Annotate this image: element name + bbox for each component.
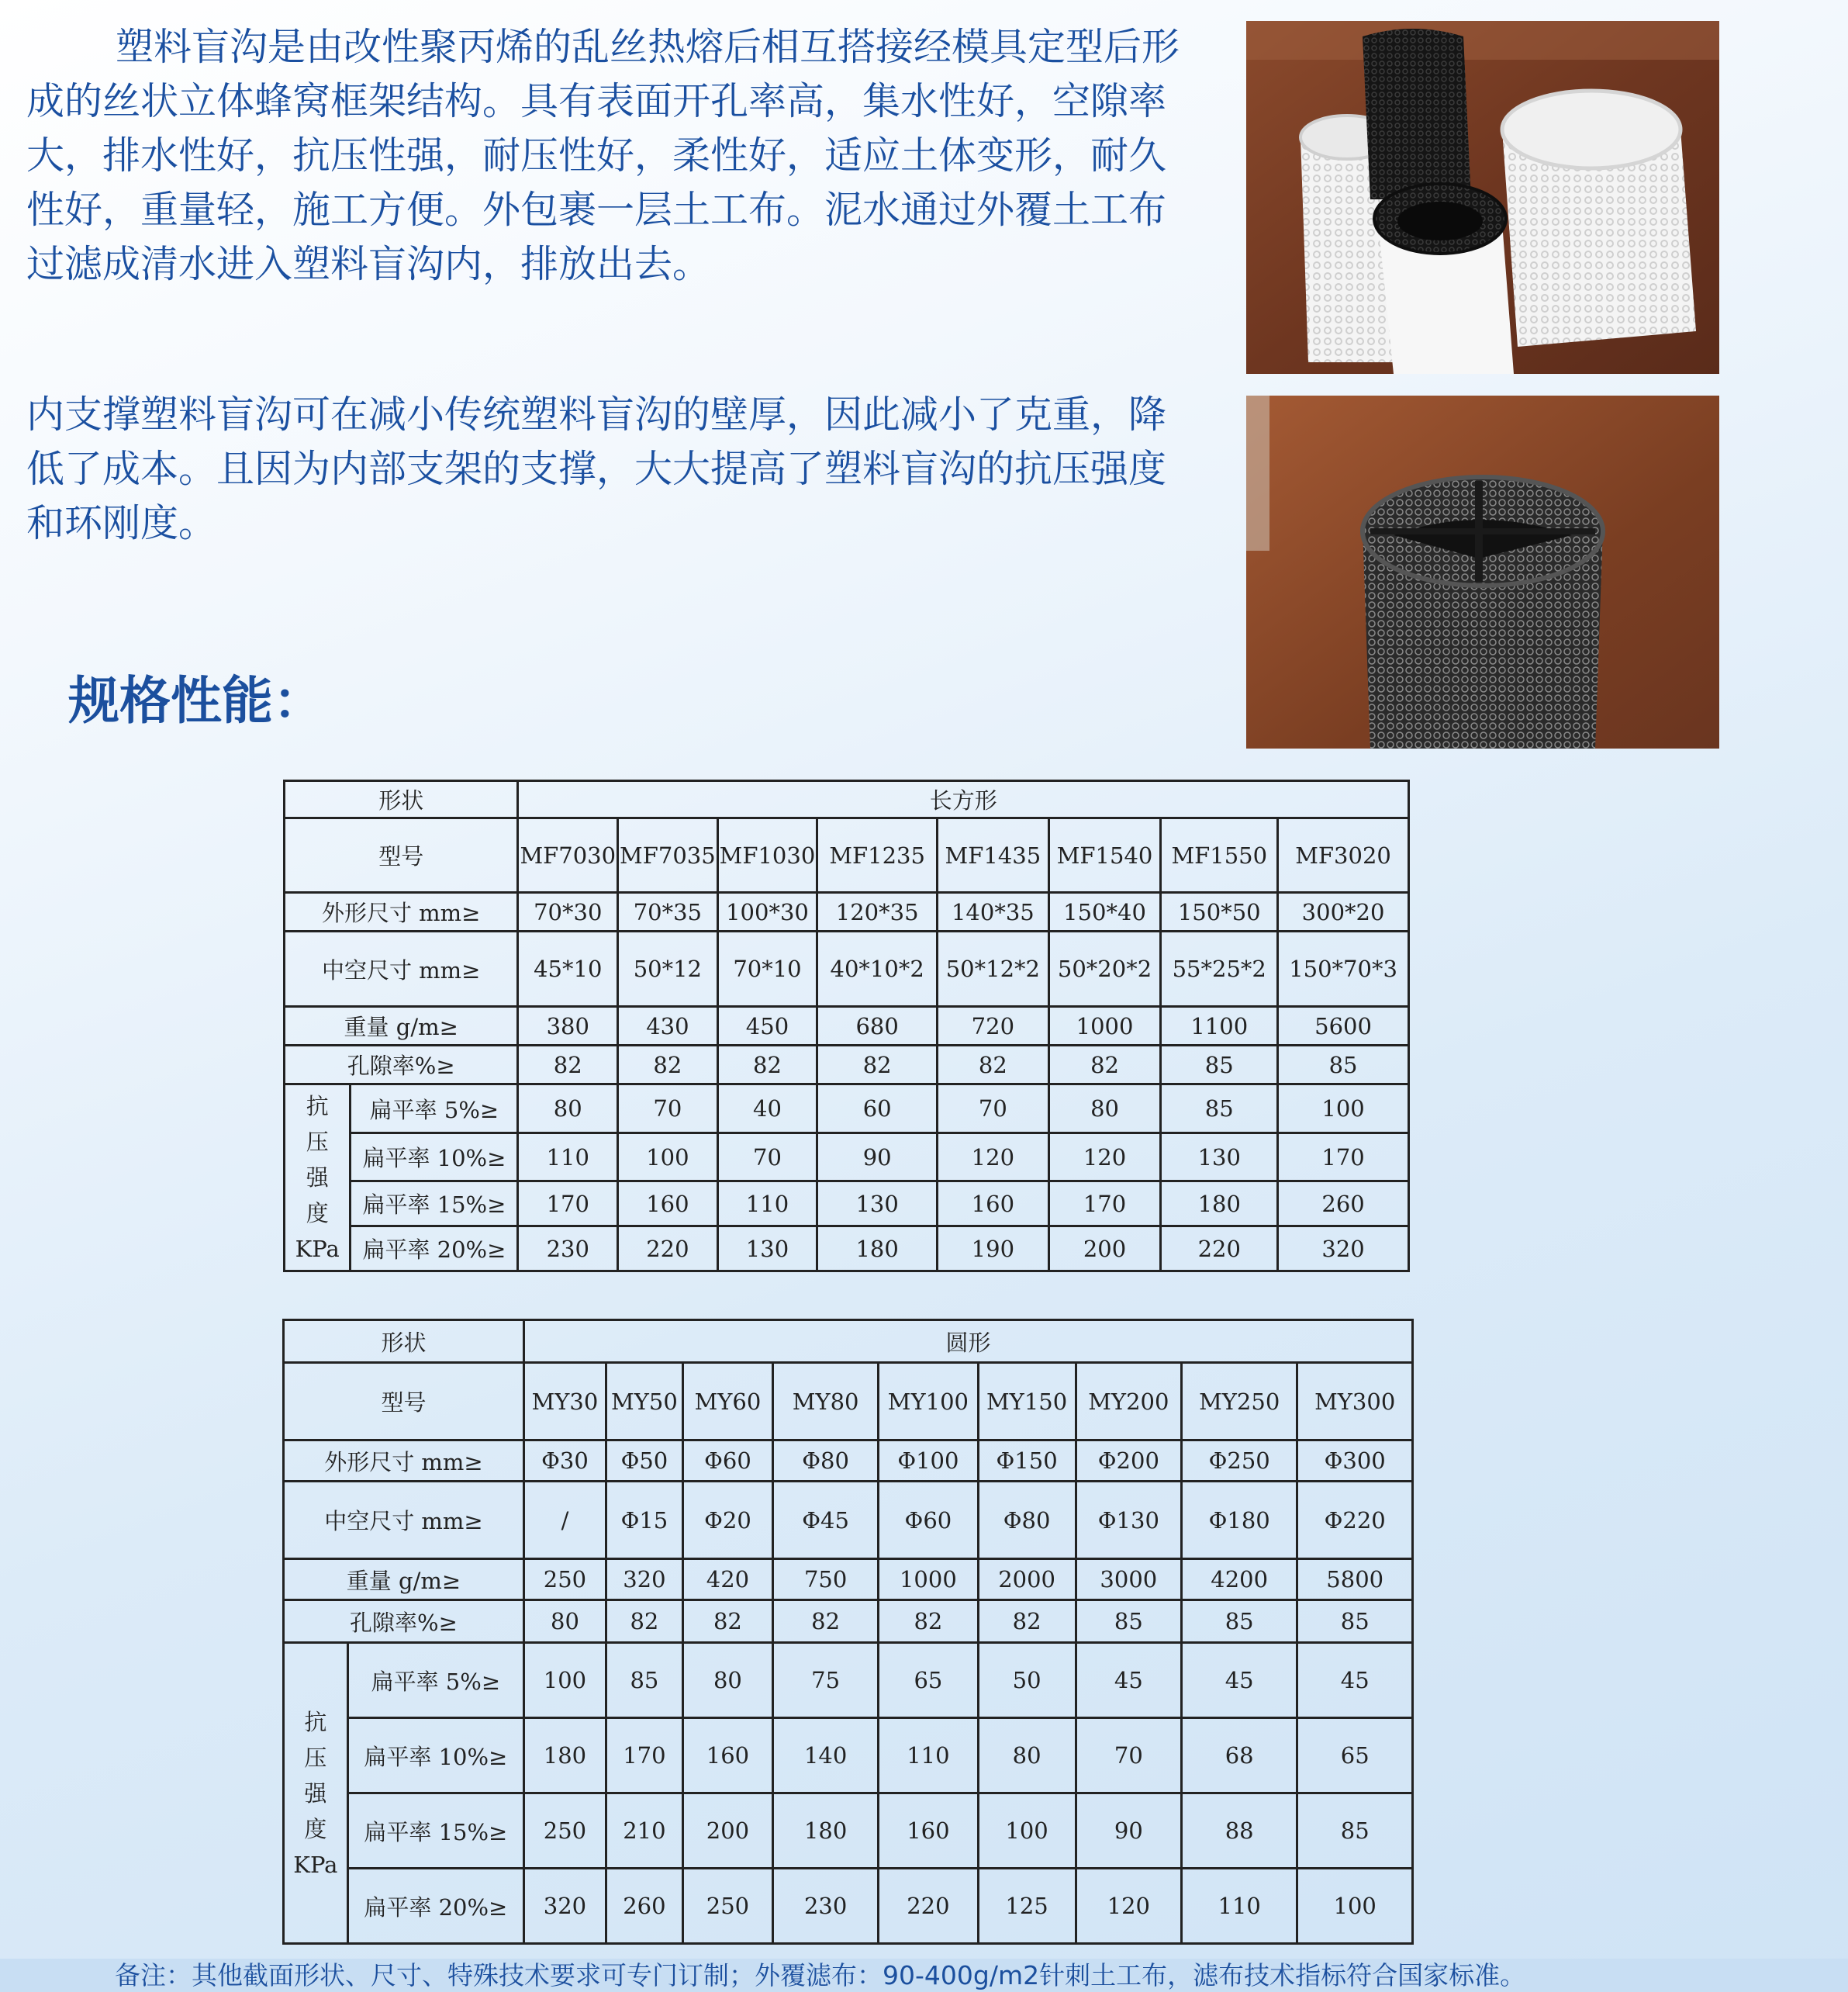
row-label: 型号 — [284, 1363, 524, 1440]
table-cell: 220 — [879, 1869, 978, 1944]
table-cell: Φ30 — [523, 1440, 606, 1482]
strength-label-char: KPa — [293, 1851, 338, 1878]
row-label: 型号 — [285, 818, 518, 893]
table-cell: MY150 — [978, 1363, 1076, 1440]
table-cell: 320 — [523, 1869, 606, 1944]
table-cell: Φ200 — [1076, 1440, 1181, 1482]
table-cell: 70 — [1076, 1718, 1181, 1793]
table-cell: 320 — [606, 1559, 682, 1600]
table-cell: Φ60 — [682, 1440, 772, 1482]
table-cell: 120 — [938, 1133, 1049, 1181]
table-cell: 190 — [938, 1226, 1049, 1271]
table-cell: Φ20 — [682, 1482, 772, 1559]
row-label: 形状 — [284, 1320, 524, 1363]
note-bar — [0, 1959, 1848, 1992]
table-cell: 68 — [1181, 1718, 1297, 1793]
table-cell: 200 — [1048, 1226, 1161, 1271]
table-cell: 120*35 — [817, 893, 938, 932]
table-cell: 180 — [772, 1793, 878, 1869]
row-label: 中空尺寸 mm≥ — [285, 932, 518, 1007]
table-cell: MY60 — [682, 1363, 772, 1440]
table-cell: 70*35 — [618, 893, 718, 932]
table-cell: 110 — [518, 1133, 618, 1181]
strength-label-char: 抗 — [304, 1708, 327, 1735]
strength-label-char: KPa — [295, 1236, 340, 1262]
table-cell: 130 — [1161, 1133, 1278, 1181]
table-cell: MY30 — [523, 1363, 606, 1440]
table-cell: MY80 — [772, 1363, 878, 1440]
table-cell: 40 — [717, 1084, 817, 1133]
strength-row-label: 扁平率 15%≥ — [351, 1181, 518, 1226]
table-cell: 60 — [817, 1084, 938, 1133]
strength-row-label: 扁平率 20%≥ — [347, 1869, 523, 1944]
table-cell: MF3020 — [1278, 818, 1409, 893]
table-cell: 100 — [1297, 1869, 1413, 1944]
table-cell: 380 — [518, 1007, 618, 1046]
table-cell: 160 — [938, 1181, 1049, 1226]
strength-row — [284, 1869, 1413, 1944]
section-title: 规格性能： — [68, 671, 324, 731]
table-cell: 430 — [618, 1007, 718, 1046]
table-cell: 80 — [518, 1084, 618, 1133]
hollow-size-row — [284, 1482, 1413, 1559]
table-cell: Φ300 — [1297, 1440, 1413, 1482]
table-cell: 250 — [682, 1869, 772, 1944]
table-cell: 1000 — [879, 1559, 978, 1600]
strength-row-label: 扁平率 5%≥ — [347, 1643, 523, 1718]
table-cell: Φ250 — [1181, 1440, 1297, 1482]
table-cell: 680 — [817, 1007, 938, 1046]
shape-row — [285, 781, 1409, 818]
strength-row — [284, 1643, 1413, 1718]
shape-value: 长方形 — [518, 781, 1409, 818]
strength-group-label — [284, 1643, 348, 1944]
round-spec-table — [282, 1319, 1414, 1945]
strength-row-label: 扁平率 15%≥ — [347, 1793, 523, 1869]
porosity-row — [284, 1600, 1413, 1643]
strength-label-char: 度 — [306, 1200, 329, 1226]
strength-row-label: 扁平率 20%≥ — [351, 1226, 518, 1271]
table-cell: 82 — [817, 1046, 938, 1084]
table-cell: 70 — [717, 1133, 817, 1181]
table-cell: 300*20 — [1278, 893, 1409, 932]
table-cell: 50 — [978, 1643, 1076, 1718]
row-label: 重量 g/m≥ — [284, 1559, 524, 1600]
table-cell: 82 — [772, 1600, 878, 1643]
table-cell: 150*50 — [1161, 893, 1278, 932]
table-cell: 140 — [772, 1718, 878, 1793]
table-cell: 160 — [682, 1718, 772, 1793]
rect-spec-table — [283, 780, 1410, 1272]
table-cell: 720 — [938, 1007, 1049, 1046]
table-cell: 5800 — [1297, 1559, 1413, 1600]
table-cell: MF1030 — [717, 818, 817, 893]
table-cell: 125 — [978, 1869, 1076, 1944]
table-cell: Φ100 — [879, 1440, 978, 1482]
table-cell: 4200 — [1181, 1559, 1297, 1600]
table-cell: 100*30 — [717, 893, 817, 932]
strength-row — [285, 1226, 1409, 1271]
table-cell: 180 — [817, 1226, 938, 1271]
table-cell: 2000 — [978, 1559, 1076, 1600]
table-cell: 45 — [1076, 1643, 1181, 1718]
strength-label-char: 抗 — [306, 1093, 329, 1119]
table-cell: 82 — [518, 1046, 618, 1084]
strength-row-label: 扁平率 5%≥ — [351, 1084, 518, 1133]
table-cell: Φ45 — [772, 1482, 878, 1559]
intro-paragraph-2: 内支撑塑料盲沟可在减小传统塑料盲沟的壁厚，因此减小了克重，降低了成本。且因为内部支架的支撑，大大提高了塑料盲沟的抗压强度和环刚度。 — [26, 393, 1167, 545]
table-cell: 85 — [1181, 1600, 1297, 1643]
table-cell: 260 — [606, 1869, 682, 1944]
table-cell: 420 — [682, 1559, 772, 1600]
table-cell: 140*35 — [938, 893, 1049, 932]
table-cell: 82 — [618, 1046, 718, 1084]
table-cell: 75 — [772, 1643, 878, 1718]
table-cell: 170 — [606, 1718, 682, 1793]
table-cell: 230 — [518, 1226, 618, 1271]
table-cell: MF7035 — [618, 818, 718, 893]
strength-row-label: 扁平率 10%≥ — [351, 1133, 518, 1181]
strength-label-char: 压 — [306, 1129, 329, 1155]
table-cell: 100 — [618, 1133, 718, 1181]
shape-value: 圆形 — [523, 1320, 1412, 1363]
strength-label-char: 强 — [304, 1779, 327, 1807]
table-cell: 85 — [1161, 1084, 1278, 1133]
table-cell: 85 — [1076, 1600, 1181, 1643]
table-cell: 750 — [772, 1559, 878, 1600]
table-cell: 100 — [523, 1643, 606, 1718]
strength-row — [284, 1718, 1413, 1793]
strength-row — [285, 1084, 1409, 1133]
strength-row — [284, 1793, 1413, 1869]
intro-paragraph-1: 塑料盲沟是由改性聚丙烯的乱丝热熔后相互搭接经模具定型后形成的丝状立体蜂窝框架结构。具有表面开孔率高，集水性好，空隙率大，排水性好，抗压性强，耐压性好，柔性好，适应土体变形，耐久性好，重量轻，施工方便。外包裹一层土工布。泥水通过外覆土工布过滤成清水进入塑料盲沟内，排放出去。 — [26, 25, 1180, 286]
product-photo-samples — [1246, 21, 1719, 374]
shape-row — [284, 1320, 1413, 1363]
row-label: 形状 — [285, 781, 518, 818]
table-cell: 110 — [1181, 1869, 1297, 1944]
weight-row — [284, 1559, 1413, 1600]
table-cell: 50*12*2 — [938, 932, 1049, 1007]
table-cell: 150*70*3 — [1278, 932, 1409, 1007]
table-cell: 100 — [978, 1793, 1076, 1869]
row-label: 外形尺寸 mm≥ — [284, 1440, 524, 1482]
table-cell: 45 — [1297, 1643, 1413, 1718]
table-cell: 80 — [1048, 1084, 1161, 1133]
table-cell: 260 — [1278, 1181, 1409, 1226]
table-cell: 65 — [1297, 1718, 1413, 1793]
hollow-size-row — [285, 932, 1409, 1007]
table-cell: 82 — [717, 1046, 817, 1084]
table-cell: MF1550 — [1161, 818, 1278, 893]
table-cell: 55*25*2 — [1161, 932, 1278, 1007]
table-cell: 170 — [1278, 1133, 1409, 1181]
table-cell: 160 — [879, 1793, 978, 1869]
table-cell: MF1540 — [1048, 818, 1161, 893]
table-cell: 90 — [817, 1133, 938, 1181]
table-cell: MY50 — [606, 1363, 682, 1440]
table-cell: MF1235 — [817, 818, 938, 893]
table-cell: MF1435 — [938, 818, 1049, 893]
table-cell: 100 — [1278, 1084, 1409, 1133]
table-cell: 50*20*2 — [1048, 932, 1161, 1007]
outer-size-row — [284, 1440, 1413, 1482]
table-cell: 230 — [772, 1869, 878, 1944]
table-cell: 5600 — [1278, 1007, 1409, 1046]
table-cell: 82 — [938, 1046, 1049, 1084]
table-cell: MY300 — [1297, 1363, 1413, 1440]
table-cell: 85 — [1297, 1600, 1413, 1643]
table-cell: 130 — [717, 1226, 817, 1271]
table-cell: 160 — [618, 1181, 718, 1226]
table-cell: Φ130 — [1076, 1482, 1181, 1559]
table-cell: 85 — [1161, 1046, 1278, 1084]
strength-row — [285, 1133, 1409, 1181]
table-cell: 82 — [879, 1600, 978, 1643]
table-cell: 65 — [879, 1643, 978, 1718]
table-cell: Φ60 — [879, 1482, 978, 1559]
table-cell: 110 — [879, 1718, 978, 1793]
table-cell: 70 — [618, 1084, 718, 1133]
table-cell: Φ80 — [978, 1482, 1076, 1559]
table-cell: 1000 — [1048, 1007, 1161, 1046]
table-cell: 85 — [606, 1643, 682, 1718]
table-cell: 82 — [1048, 1046, 1161, 1084]
table-cell: 85 — [1297, 1793, 1413, 1869]
row-label: 中空尺寸 mm≥ — [284, 1482, 524, 1559]
row-label: 孔隙率%≥ — [284, 1600, 524, 1643]
strength-row-label: 扁平率 10%≥ — [347, 1718, 523, 1793]
table-cell: 40*10*2 — [817, 932, 938, 1007]
porosity-row — [285, 1046, 1409, 1084]
table-cell: MY200 — [1076, 1363, 1181, 1440]
table-cell: 220 — [1161, 1226, 1278, 1271]
table-cell: 90 — [1076, 1793, 1181, 1869]
table-cell: 110 — [717, 1181, 817, 1226]
table-cell: Φ15 — [606, 1482, 682, 1559]
table-cell: 180 — [1161, 1181, 1278, 1226]
table-cell: Φ150 — [978, 1440, 1076, 1482]
table-cell: 70*10 — [717, 932, 817, 1007]
model-row — [285, 818, 1409, 893]
strength-row — [285, 1181, 1409, 1226]
table-cell: 180 — [523, 1718, 606, 1793]
table-cell: 200 — [682, 1793, 772, 1869]
table-cell: 80 — [682, 1643, 772, 1718]
table-cell: 85 — [1278, 1046, 1409, 1084]
table-cell: 170 — [518, 1181, 618, 1226]
strength-label-char: 压 — [304, 1744, 327, 1771]
table-cell: 70 — [938, 1084, 1049, 1133]
table-cell: Φ220 — [1297, 1482, 1413, 1559]
table-cell: 120 — [1048, 1133, 1161, 1181]
model-row — [284, 1363, 1413, 1440]
weight-row — [285, 1007, 1409, 1046]
table-cell: 220 — [618, 1226, 718, 1271]
table-cell: 450 — [717, 1007, 817, 1046]
row-label: 重量 g/m≥ — [285, 1007, 518, 1046]
table-cell: 150*40 — [1048, 893, 1161, 932]
table-cell: MY250 — [1181, 1363, 1297, 1440]
table-cell: 80 — [523, 1600, 606, 1643]
table-cell: 120 — [1076, 1869, 1181, 1944]
table-cell: 250 — [523, 1793, 606, 1869]
strength-label-char: 强 — [306, 1164, 329, 1191]
outer-size-row — [285, 893, 1409, 932]
note-text: 备注：其他截面形状、尺寸、特殊技术要求可专门订制；外覆滤布：90-400g/m2针刺土工布，滤布技术指标符合国家标准。 — [115, 1960, 1526, 1990]
table-cell: 3000 — [1076, 1559, 1181, 1600]
table-cell: 82 — [682, 1600, 772, 1643]
table-cell: Φ50 — [606, 1440, 682, 1482]
product-photo-internal-support — [1246, 396, 1719, 749]
table-cell: 210 — [606, 1793, 682, 1869]
table-cell: 45*10 — [518, 932, 618, 1007]
table-cell: 320 — [1278, 1226, 1409, 1271]
table-cell: 70*30 — [518, 893, 618, 932]
table-cell: 82 — [606, 1600, 682, 1643]
table-cell: 250 — [523, 1559, 606, 1600]
table-cell: 45 — [1181, 1643, 1297, 1718]
table-cell: 82 — [978, 1600, 1076, 1643]
table-cell: MY100 — [879, 1363, 978, 1440]
strength-group-label — [285, 1084, 351, 1271]
table-cell: MF7030 — [518, 818, 618, 893]
table-cell: 50*12 — [618, 932, 718, 1007]
table-cell: Φ180 — [1181, 1482, 1297, 1559]
table-cell: 130 — [817, 1181, 938, 1226]
table-cell: 88 — [1181, 1793, 1297, 1869]
table-cell: Φ80 — [772, 1440, 878, 1482]
row-label: 孔隙率%≥ — [285, 1046, 518, 1084]
table-cell: 1100 — [1161, 1007, 1278, 1046]
table-cell: 170 — [1048, 1181, 1161, 1226]
strength-label-char: 度 — [304, 1815, 327, 1842]
table-cell: 80 — [978, 1718, 1076, 1793]
table-cell: / — [523, 1482, 606, 1559]
row-label: 外形尺寸 mm≥ — [285, 893, 518, 932]
